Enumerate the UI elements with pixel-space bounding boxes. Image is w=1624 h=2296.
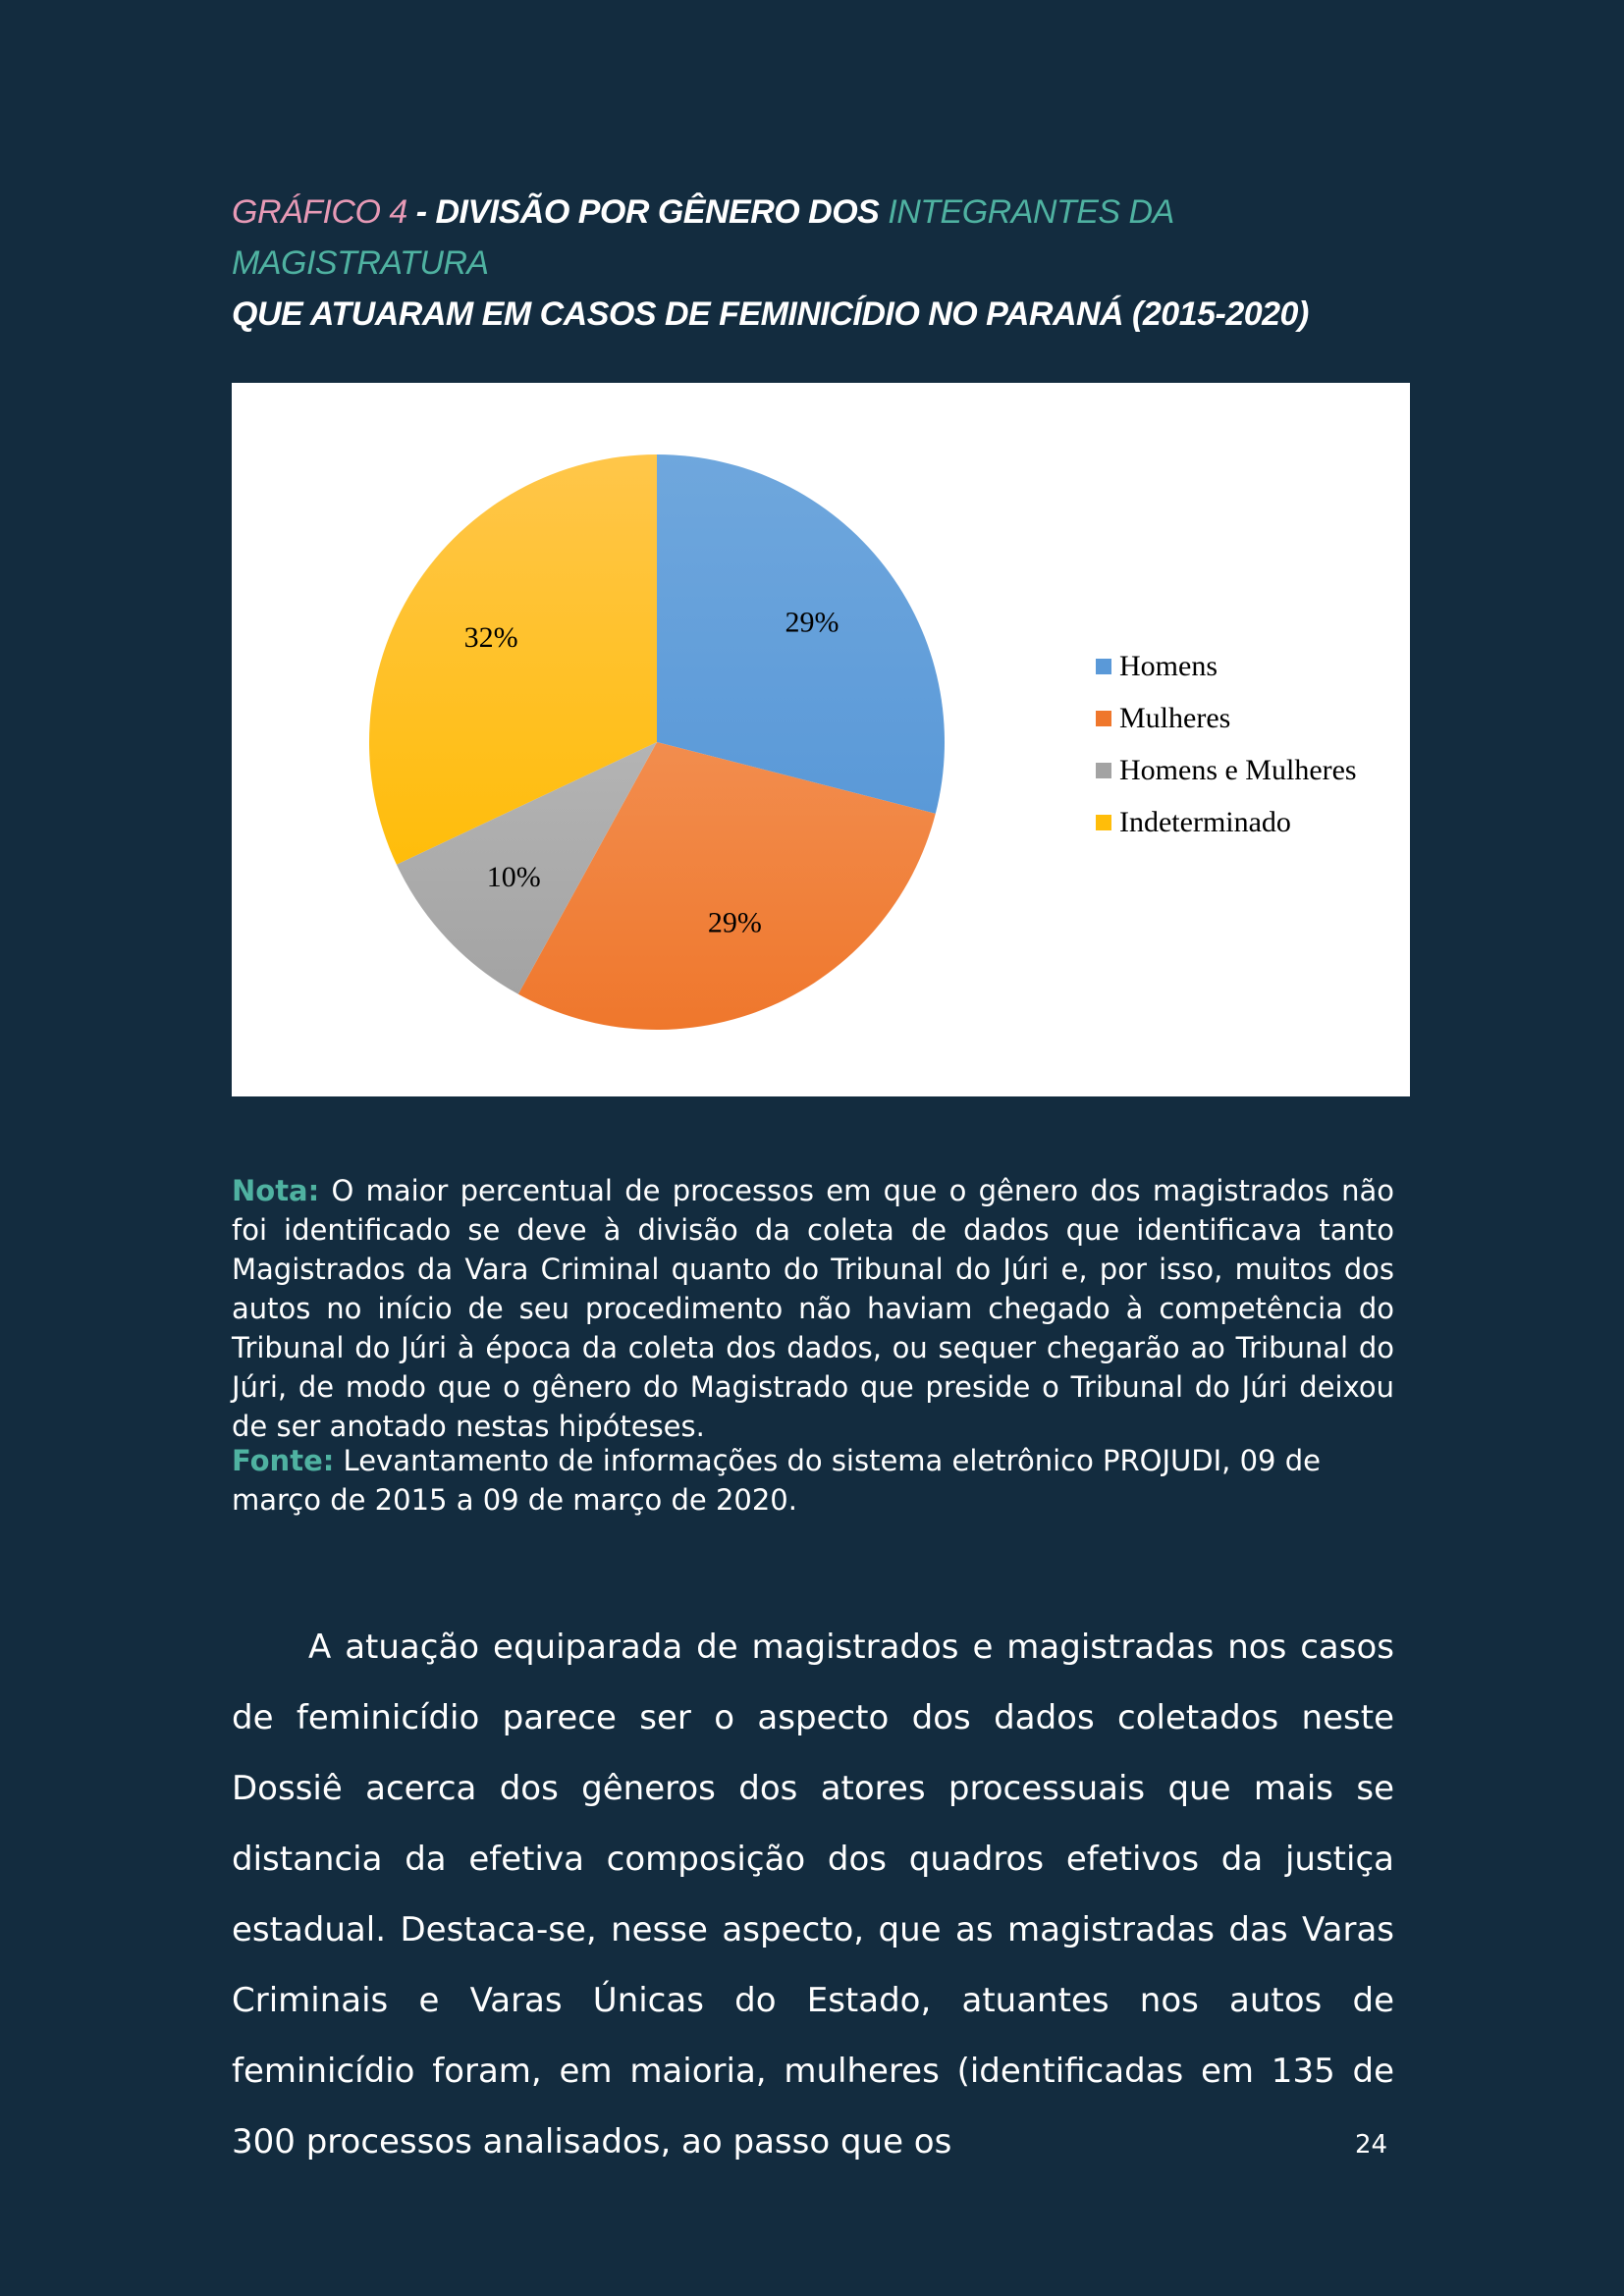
- note-text: O maior percentual de processos em que o gênero dos magistrados não foi identificado se deve à divisão da coleta de dados que identificava tanto Magistrados da Vara Criminal quanto do Tribunal do Júri e, por isso, muitos dos autos no início de seu procedimento não haviam chegado à competência do Tribunal do Júri à época da coleta dos dados, ou sequer chegarão ao Tribunal do Júri, de modo que o gênero do Magistrado que preside o Tribunal do Júri deixou de ser anotado nestas hipóteses.: [232, 1174, 1394, 1443]
- chart-title: [232, 187, 1400, 340]
- source-text: Levantamento de informações do sistema eletrônico PROJUDI, 09 de março de 2015 a 09 de março de 2020.: [232, 1444, 1321, 1517]
- legend-item-mulheres: [1096, 692, 1357, 744]
- chart-legend: [1096, 640, 1357, 848]
- title-part2: QUE ATUARAM EM CASOS DE FEMINICÍDIO NO PARANÁ (2015-2020): [232, 295, 1309, 333]
- note-label: Nota:: [232, 1174, 320, 1207]
- data-label-homens-e-mulheres: 10%: [486, 860, 541, 893]
- legend-item-indeterminado: [1096, 796, 1357, 848]
- data-label-homens: 29%: [785, 606, 839, 639]
- title-prefix: GRÁFICO 4: [232, 193, 407, 231]
- legend-swatch: [1096, 815, 1111, 830]
- body-paragraph: A atuação equiparada de magistrados e magistradas nos casos de feminicídio parece ser o aspecto dos dados coletados neste Dossiê acerca dos gêneros dos atores processuais que mais se distancia da efetiva composição dos quadros efetivos da justiça estadual. Destaca-se, nesse aspecto, que as magistradas das Varas Criminais e Varas Únicas do Estado, atuantes nos autos de feminicídio foram, em maioria, mulheres (identificadas em 135 de 300 processos analisados, ao passo que os: [232, 1628, 1394, 2162]
- data-label-indeterminado: 32%: [463, 620, 518, 654]
- source-paragraph: [232, 1441, 1394, 1520]
- legend-swatch: [1096, 659, 1111, 674]
- legend-item-homens: [1096, 640, 1357, 692]
- note-paragraph: [232, 1171, 1394, 1446]
- legend-label: Indeterminado: [1119, 805, 1291, 838]
- legend-label: Mulheres: [1119, 701, 1231, 734]
- pie-chart-container: [232, 383, 1410, 1096]
- source-label: Fonte:: [232, 1444, 335, 1477]
- legend-label: Homens e Mulheres: [1119, 753, 1357, 786]
- legend-swatch: [1096, 711, 1111, 726]
- legend-item-homens-e-mulheres: [1096, 744, 1357, 796]
- page-number: 24: [1355, 2130, 1388, 2160]
- title-part1: - DIVISÃO POR GÊNERO DOS: [406, 193, 889, 231]
- data-label-mulheres: 29%: [707, 906, 762, 939]
- legend-swatch: [1096, 763, 1111, 778]
- title-highlight: INTEGRANTES DA MAGISTRATURA: [232, 193, 1173, 282]
- legend-label: Homens: [1119, 649, 1218, 682]
